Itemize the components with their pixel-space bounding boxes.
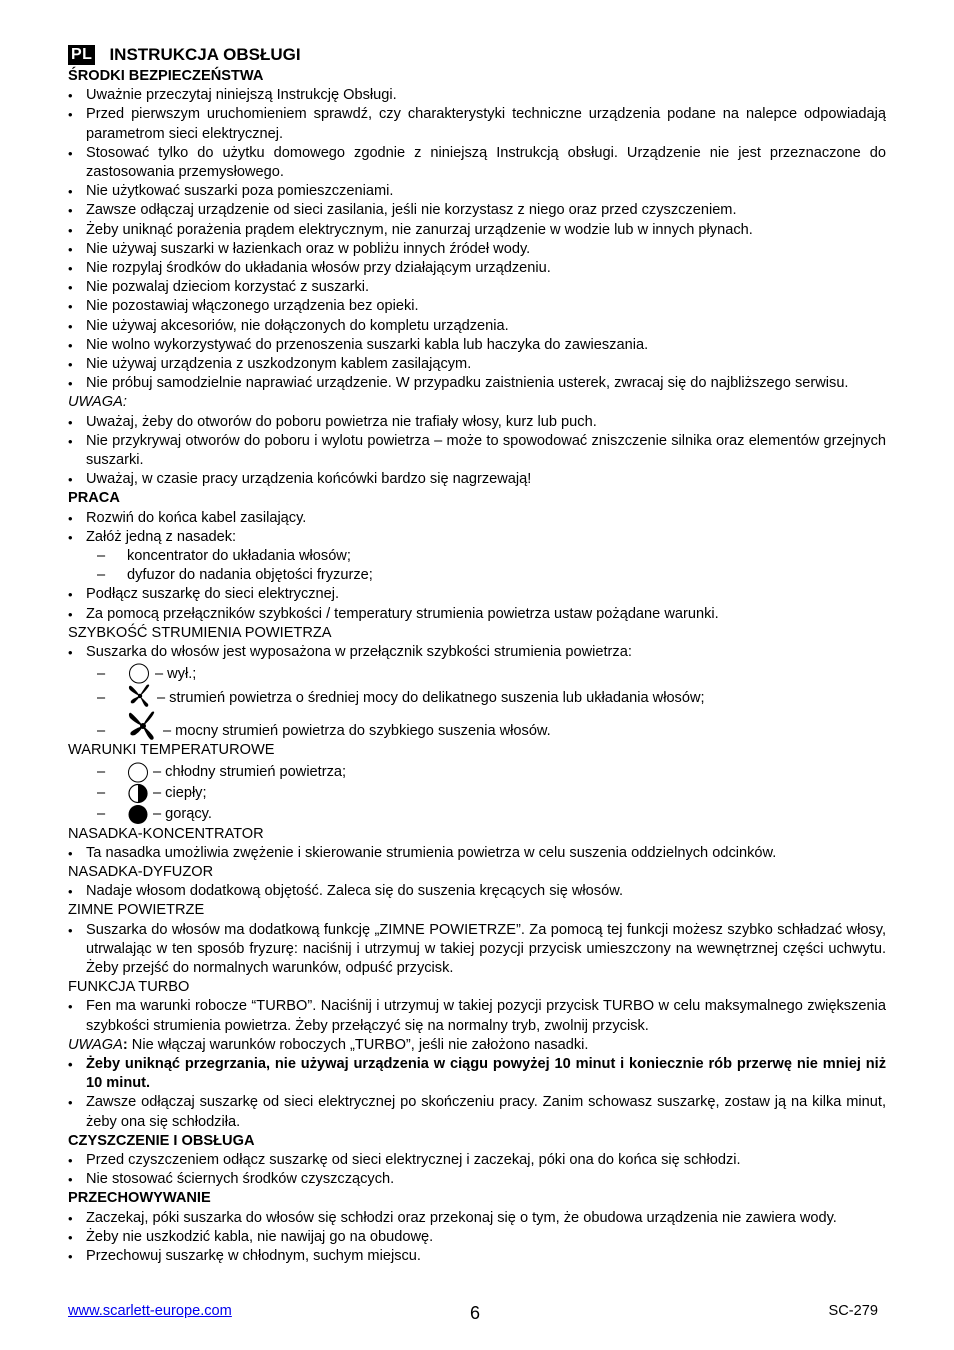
dash-mark: – — [97, 764, 106, 781]
page-number: 6 — [470, 1303, 481, 1323]
dash-item-text: dyfuzor do nadania objętości fryzurze; — [127, 567, 373, 584]
temperature-mode-hot — [68, 804, 886, 825]
temperature-mode-cold — [68, 761, 886, 783]
model-number: SC-279 — [828, 1303, 878, 1319]
language-badge: PL — [68, 45, 95, 65]
turbo-note-text: Nie włączaj warunków roboczych „TURBO”, jeśli nie założono nasadki. — [127, 1036, 589, 1053]
work-list — [68, 509, 886, 547]
list-item: • Za pomocą przełączników szybkości / temperatury strumienia powietrza ustaw pożądane warunki. — [68, 605, 886, 624]
list-item: • Uważnie przeczytaj niniejszą Instrukcję Obsługi. — [68, 86, 886, 105]
half-circle-icon — [127, 783, 149, 804]
list-item: • Nie używaj urządzenia z uszkodzonym kablem zasilającym. — [68, 355, 886, 374]
list-item: • Nie próbuj samodzielnie naprawiać urządzenie. W przypadku zaistnienia usterek, zwracaj się do najbliższego serwisu. — [68, 374, 886, 393]
dash-item — [68, 566, 886, 585]
turbo-note — [68, 1036, 886, 1055]
list-item: • Zaczekaj, póki suszarka do włosów się schłodzi oraz przekonaj się o tym, że obudowa urządzenia nie zawiera wody. — [68, 1209, 886, 1228]
dash-item-text: koncentrator do układania włosów; — [127, 548, 351, 565]
dash-mark: – — [97, 785, 106, 802]
speed-mode-text: – mocny strumień powietrza do szybkiego suszenia włosów. — [163, 723, 551, 740]
speed-heading: SZYBKOŚĆ STRUMIENIA POWIETRZA — [68, 624, 332, 641]
page-title: INSTRUKCJA OBSŁUGI — [109, 45, 301, 65]
list-item: • Zawsze odłączaj suszarkę od sieci elektrycznej po skończeniu pracy. Zanim schowasz suszarkę, zostaw ją na kilka minut, żeby ona się schłodziła. — [68, 1093, 886, 1131]
speed-mode-medium — [68, 684, 886, 708]
list-item: • Suszarka do włosów jest wyposażona w przełącznik szybkości strumienia powietrza: — [68, 643, 886, 662]
dash-mark: – — [97, 723, 106, 740]
safety-note-list — [68, 413, 886, 490]
list-item: • Przed czyszczeniem odłącz suszarkę od sieci elektrycznej i zaczekaj, póki ona do końca się schłodzi. — [68, 1151, 886, 1170]
speed-mode-off — [68, 662, 886, 684]
speed-mode-text: – wył.; — [155, 666, 197, 683]
list-item: • Uważaj, żeby do otworów do poboru powietrza nie trafiały włosy, kurz lub puch. — [68, 413, 886, 432]
cold-circle-icon — [127, 762, 149, 783]
dash-mark: – — [97, 666, 106, 683]
diffuser-list — [68, 882, 886, 901]
cold-air-heading: ZIMNE POWIETRZE — [68, 902, 205, 919]
temperature-mode-text: – gorący. — [153, 806, 212, 823]
list-item: • Fen ma warunki robocze “TURBO”. Naciśnij i utrzymuj w takiej pozycji przycisk TURBO w celu maksymalnego zwiększenia szybkości strumienia powietrza. Żeby przełączyć się na normalny tryb, zwolnij przycisk. — [68, 997, 886, 1035]
list-item: • Uważaj, w czasie pracy urządzenia końcówki bardzo się nagrzewają! — [68, 470, 886, 489]
list-item: • Nie pozostawiaj włączonego urządzenia bez opieki. — [68, 297, 886, 316]
cleaning-list — [68, 1151, 886, 1189]
list-item: • Nie rozpylaj środków do układania włosów przy działającym urządzeniu. — [68, 259, 886, 278]
full-circle-icon — [127, 804, 149, 825]
list-item: • Nie przykrywaj otworów do poboru i wylotu powietrza – może to spowodować zniszczenie silnika oraz elementów grzejnych suszarki. — [68, 432, 886, 470]
list-item: • Stosować tylko do użytku domowego zgodnie z niniejszą Instrukcją obsługi. Urządzenie nie jest przeznaczone do zastosowania przemysłowego. — [68, 144, 886, 182]
list-item: • Ta nasadka umożliwia zwężenie i skierowanie strumienia powietrza w celu suszenia oddzielnych odcinków. — [68, 844, 886, 863]
list-item: • Nie użytkować suszarki poza pomieszczeniami. — [68, 182, 886, 201]
dash-mark: – — [97, 806, 106, 823]
list-item: • Suszarka do włosów ma dodatkową funkcję „ZIMNE POWIETRZE”. Za pomocą tej funkcji możesz szybko schładzać włosy, utrwalając w ten sposób fryzurę: naciśnij i utrzymuj w takiej pozycji przycisk umieszczony na wewnętrznej części uchwytu. Żeby przejść do normalnych warunków, odpuść przycisk. — [68, 921, 886, 979]
dash-mark: – — [97, 567, 106, 584]
safety-list — [68, 86, 886, 393]
off-circle-icon — [127, 663, 151, 684]
list-item: • Przed pierwszym uruchomieniem sprawdź, czy charakterystyki techniczne urządzenia podane na nalepce odpowiadają parametrom sieci elektrycznej. — [68, 105, 886, 143]
list-item: • Przechowuj suszarkę w chłodnym, suchym miejscu. — [68, 1247, 886, 1266]
turbo-warnings — [68, 1055, 886, 1132]
safety-heading: ŚRODKI BEZPIECZEŃSTWA — [68, 68, 264, 84]
work-heading: PRACA — [68, 490, 120, 507]
storage-heading: PRZECHOWYWANIE — [68, 1190, 211, 1207]
list-item: • Żeby uniknąć przegrzania, nie używaj urządzenia w ciągu powyżej 10 minut i koniecznie rób przerwę nie mniej niż 10 minut. — [68, 1055, 886, 1093]
concentrator-list — [68, 844, 886, 863]
turbo-note-label: UWAGA — [68, 1036, 123, 1053]
list-item: • Załóż jedną z nasadek: — [68, 528, 886, 547]
list-item: • Zawsze odłączaj urządzenie od sieci zasilania, jeśli nie korzystasz z niego oraz przed czyszczeniem. — [68, 201, 886, 220]
list-item: • Nie wolno wykorzystywać do przenoszenia suszarki kabla lub haczyka do zawieszania. — [68, 336, 886, 355]
list-item: • Nadaje włosom dodatkową objętość. Zaleca się do suszenia kręcących się włosów. — [68, 882, 886, 901]
cleaning-heading: CZYSZCZENIE I OBSŁUGA — [68, 1132, 255, 1149]
list-item: • Podłącz suszarkę do sieci elektrycznej. — [68, 585, 886, 604]
dash-mark: – — [97, 690, 106, 707]
safety-note-label: UWAGA: — [68, 394, 127, 411]
list-item: • Żeby nie uszkodzić kabla, nie nawijaj go na obudowę. — [68, 1228, 886, 1247]
temperature-mode-warm — [68, 783, 886, 804]
page-footer — [68, 1303, 886, 1325]
manual-page — [68, 43, 886, 1266]
website-link[interactable]: www.scarlett-europe.com — [68, 1303, 232, 1319]
diffuser-heading: NASADKA-DYFUZOR — [68, 863, 214, 880]
storage-list — [68, 1209, 886, 1267]
temperature-modes — [68, 761, 886, 825]
temperature-heading: WARUNKI TEMPERATUROWE — [68, 742, 275, 759]
fan-high-icon — [127, 711, 159, 741]
list-item: • Nie pozwalaj dzieciom korzystać z suszarki. — [68, 278, 886, 297]
speed-mode-text: – strumień powietrza o średniej mocy do delikatnego suszenia lub układania włosów; — [157, 690, 705, 707]
title-row — [68, 43, 886, 67]
list-item: • Nie używaj akcesoriów, nie dołączonych do kompletu urządzenia. — [68, 317, 886, 336]
work-list-2 — [68, 585, 886, 623]
list-item: • Nie stosować ściernych środków czyszczących. — [68, 1170, 886, 1189]
attachments-list — [68, 547, 886, 585]
speed-modes — [68, 662, 886, 741]
temperature-mode-text: – chłodny strumień powietrza; — [153, 764, 347, 781]
temperature-mode-text: – ciepły; — [153, 785, 207, 802]
concentrator-heading: NASADKA-KONCENTRATOR — [68, 825, 264, 842]
list-item: • Nie używaj suszarki w łazienkach oraz w pobliżu innych źródeł wody. — [68, 240, 886, 259]
speed-list — [68, 643, 886, 662]
speed-mode-high — [68, 708, 886, 741]
fan-medium-icon — [127, 684, 153, 708]
dash-mark: – — [97, 548, 106, 565]
turbo-note-colon: : — [122, 1036, 128, 1053]
turbo-heading: FUNKCJA TURBO — [68, 979, 190, 996]
dash-item — [68, 547, 886, 566]
cold-air-list — [68, 921, 886, 979]
list-item: • Żeby uniknąć porażenia prądem elektrycznym, nie zanurzaj urządzenie w wodzie lub w innych płynach. — [68, 221, 886, 240]
turbo-list — [68, 997, 886, 1035]
list-item: • Rozwiń do końca kabel zasilający. — [68, 509, 886, 528]
